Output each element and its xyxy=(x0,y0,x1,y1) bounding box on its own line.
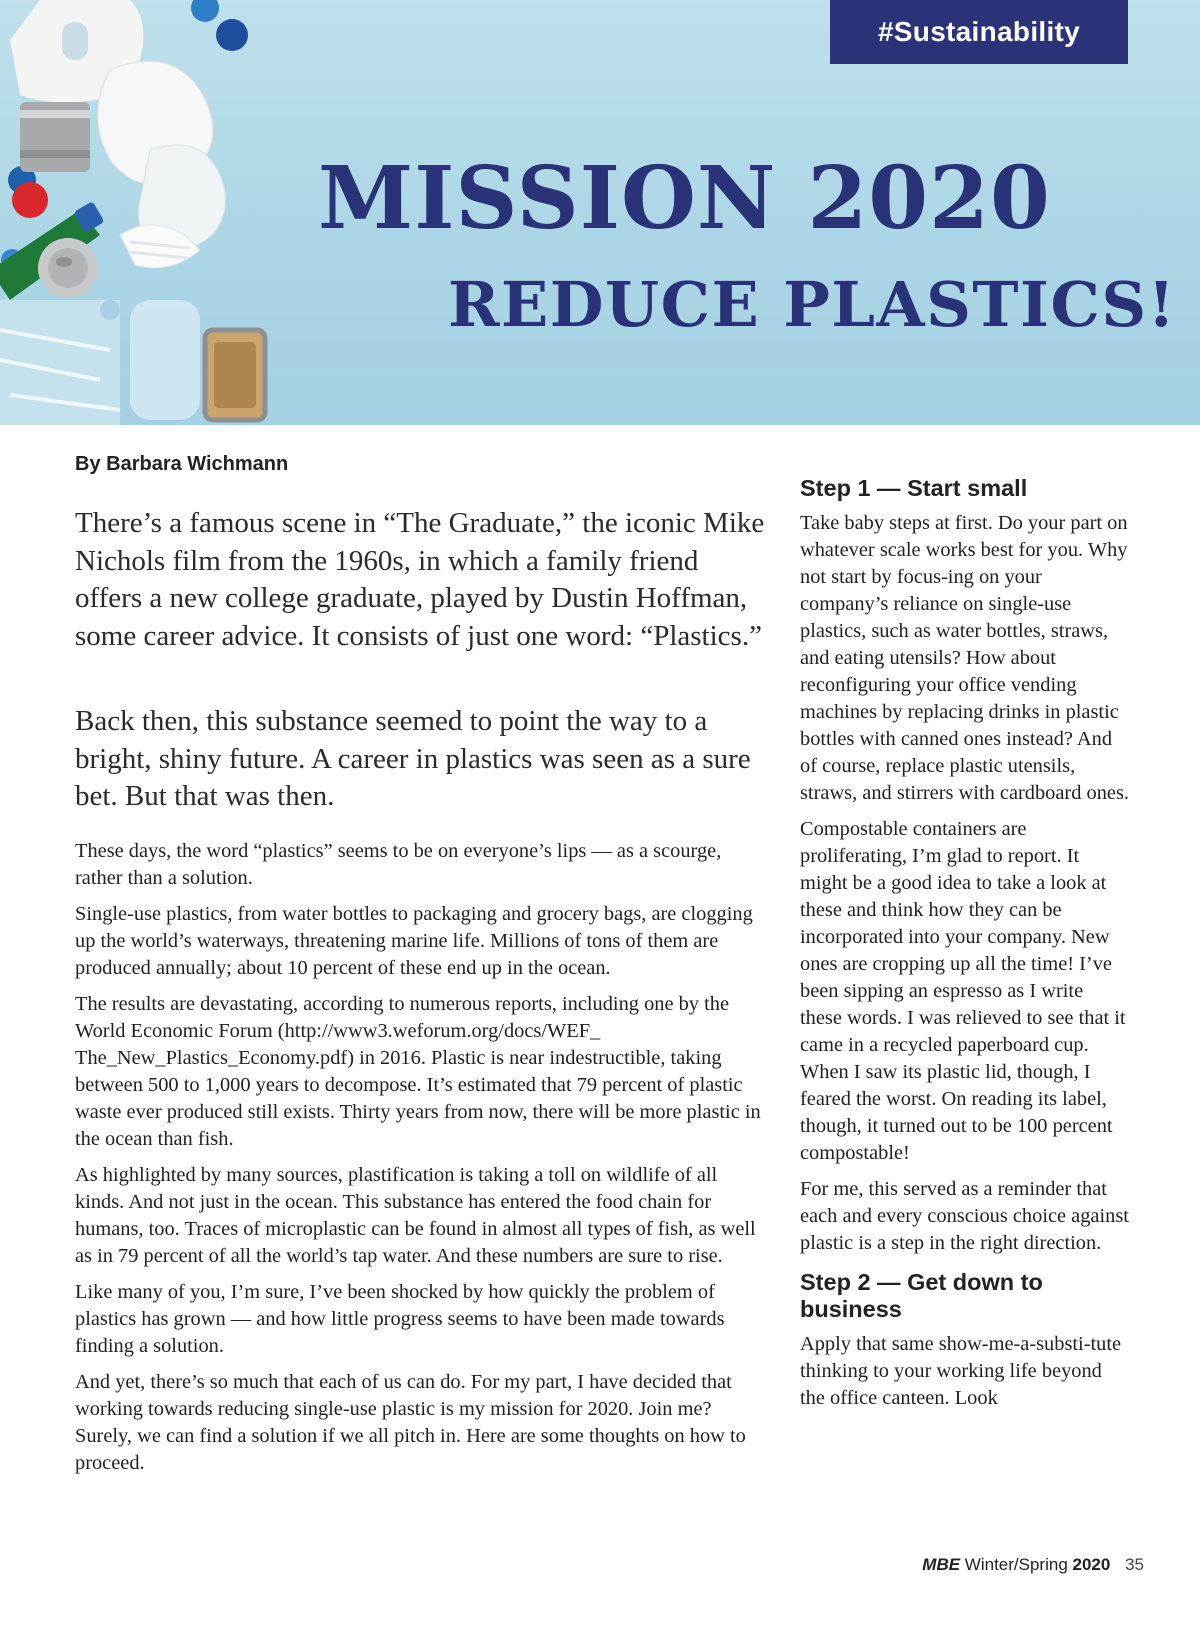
page-footer xyxy=(922,1555,1144,1575)
lead-paragraph: Back then, this substance seemed to point the way to a bright, shiny future. A career in plastics was seen as a sure bet. But that was then. xyxy=(75,705,751,812)
issue-year: 2020 xyxy=(1072,1555,1111,1574)
body-paragraph: Single-use plastics, from water bottles to packaging and grocery bags, are clogging up the world’s waterways, threatening marine life. Millions of tons of them are produced annually; about 10 percent of these end up in the ocean. xyxy=(75,903,753,979)
section-tag: #Sustainability xyxy=(830,0,1128,64)
step2-heading: Step 2 — Get down to business xyxy=(800,1269,1043,1322)
body-column xyxy=(75,838,767,1486)
sidebar-paragraph: Take baby steps at first. Do your part on whatever scale works best for you. Why not start by focus-ing on your company’s reliance on single-use plastics, such as water bottles, straws, and eating utensils? How about reconfiguring your office vending machines by replacing drinks in plastic bottles with canned ones instead? And of course, replace plastic utensils, straws, and stirrers with cardboard ones. xyxy=(800,512,1129,804)
plastic-waste-collage-icon xyxy=(0,0,300,425)
hero-banner xyxy=(0,0,1200,425)
sidebar-column xyxy=(800,475,1130,1421)
body-paragraph: These days, the word “plastics” seems to be on everyone’s lips — as a scourge, rather than a solution. xyxy=(75,840,722,889)
issue-label: Winter/Spring xyxy=(964,1555,1068,1574)
sidebar-paragraph: Compostable containers are proliferating, I’m glad to report. It might be a good idea to take a look at these and think how they can be incorporated into your company. New ones are cropping up all the time! I’ve been sipping an espresso as I write these words. I was relieved to see that it came in a recycled paperboard cup. When I saw its plastic lid, though, I feared the worst. On reading its label, though, it turned out to be 100 percent compostable! xyxy=(800,818,1126,1164)
sidebar-paragraph: Apply that same show-me-a-substi-tute thinking to your working life beyond the office canteen. Look xyxy=(800,1333,1122,1409)
page-number: 35 xyxy=(1125,1555,1144,1574)
subheadline: REDUCE PLASTICS! xyxy=(448,268,1177,341)
headline: MISSION 2020 xyxy=(318,148,1051,249)
sidebar-paragraph: For me, this served as a reminder that each and every conscious choice against plastic is a step in the right direction. xyxy=(800,1178,1129,1254)
lead-paragraph: There’s a famous scene in “The Graduate,” the iconic Mike Nichols film from the 1960s, in which a family friend offers a new college graduate, played by Dustin Hoffman, some career advice. It consists of just one word: “Plastics.” xyxy=(75,507,765,652)
byline: By Barbara Wichmann xyxy=(75,453,289,475)
body-paragraph: The results are devastating, according to numerous reports, including one by the World Economic Forum (http://www3.weforum.org/docs/WEF_ The_New_Plastics_Economy.pdf) in 2016. Plastic is near indestructible, taking between 500 to 1,000 years to decompose. It’s estimated that 79 percent of plastic waste ever produced still exists. Thirty years from now, there will be more plastic in the ocean than fish. xyxy=(75,993,761,1150)
step1-heading: Step 1 — Start small xyxy=(800,475,1028,501)
magazine-name: MBE xyxy=(922,1555,961,1574)
body-paragraph: As highlighted by many sources, plastification is taking a toll on wildlife of all kinds. And not just in the ocean. This substance has entered the food chain for humans, too. Traces of microplastic can be found in almost all types of fish, as well as in 79 percent of all the world’s tap water. And these numbers are sure to rise. xyxy=(75,1164,756,1267)
body-paragraph: Like many of you, I’m sure, I’ve been shocked by how quickly the problem of plastics has grown — and how little progress seems to have been made towards finding a solution. xyxy=(75,1281,725,1357)
body-paragraph: And yet, there’s so much that each of us can do. For my part, I have decided that working towards reducing single-use plastic is my mission for 2020. Join me? Surely, we can find a solution if we all pitch in. Here are some thoughts on how to proceed. xyxy=(75,1371,746,1474)
